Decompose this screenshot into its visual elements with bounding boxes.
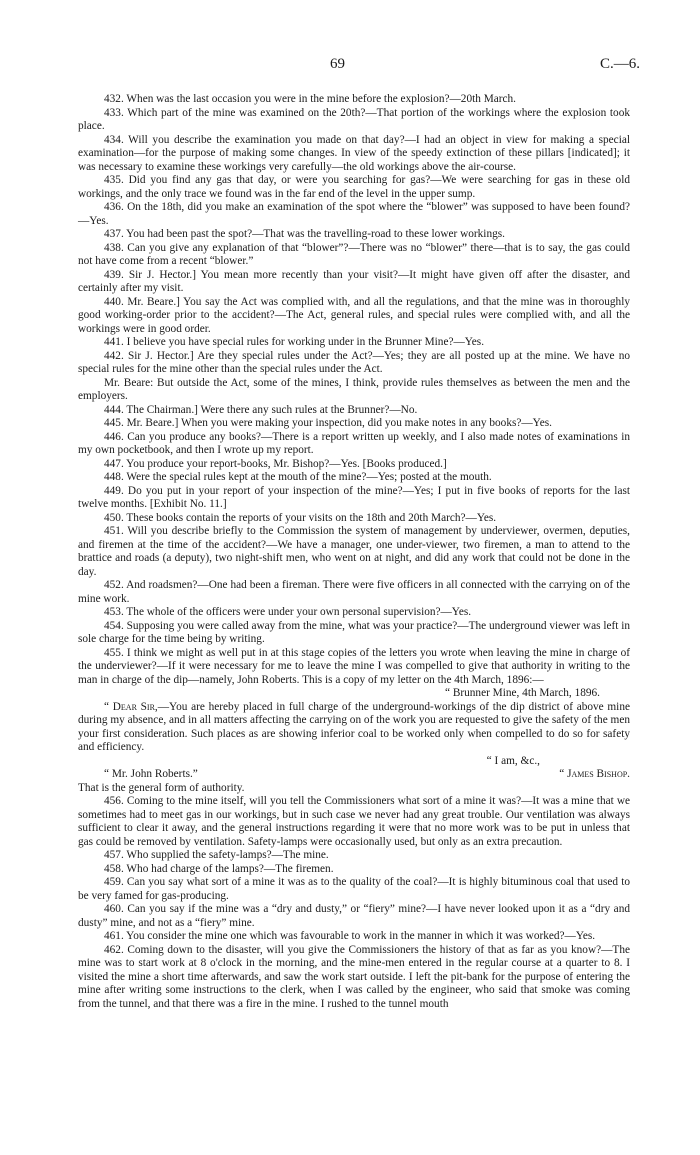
paragraph-461: 461. You consider the mine one which was favourable to work in the manner in which it was worked?—Yes. bbox=[104, 930, 596, 942]
letter-text: —You are hereby placed in full charge of the underground-workings of the dip district of above mine during my absence, and in all matters affecting the carrying on of the work you are requested to give the safety of the men your first consideration. Such places as are showing inferior coal to be worked only when compelled to do so for safety and efficiency. bbox=[78, 700, 630, 753]
paragraph-458: 458. Who had charge of the lamps?—The firemen. bbox=[104, 862, 334, 875]
paragraph-443: Mr. Beare: But outside the Act, some of the mines, I think, provide rules themselves as between the men and the employers. bbox=[78, 376, 630, 402]
letter-salutation: “ Dear Sir, bbox=[104, 700, 158, 713]
letter-body bbox=[78, 701, 630, 755]
paragraph-444: 444. The Chairman.] Were there any such rules at the Brunner?—No. bbox=[104, 403, 418, 416]
paragraph-446: 446. Can you produce any books?—There is a report written up weekly, and I also made notes of examinations in my own pocketbook, and then I wrote up my report. bbox=[78, 430, 630, 456]
paragraph-459: 459. Can you say what sort of a mine it was as to the quality of the coal?—It is highly bituminous coal that used to be very famed for gas-producing. bbox=[78, 876, 630, 902]
letter-place-date: “ Brunner Mine, 4th March, 1896. bbox=[445, 687, 600, 699]
paragraph-435: 435. Did you find any gas that day, or were you searching for gas?—We were searching for gas in these old workings, and the only trace we found was in the far end of the level in the upper sump. bbox=[78, 174, 630, 200]
paragraph-436: 436. On the 18th, did you make an examination of the spot where the “blower” was supposed to have been found?—Yes. bbox=[78, 201, 630, 227]
paragraph-455: 455. I think we might as well put in at this stage copies of the letters you wrote when leaving the mine in charge of the underviewer?—If it were necessary for me to leave the mine I was compelled to give that authority in writing to the man in charge of the dip—namely, John Roberts. This is a copy of my letter on the 4th March, 1896:— bbox=[78, 646, 630, 686]
paragraph-462: 462. Coming down to the disaster, will you give the Commissioners the history of that as far as you know?—The mine was to start work at 8 o'clock in the morning, and the mine-men entered in the regular course at a quarter to 8. I visited the mine a short time afterwards, and saw the work start outside. I left the pit-bank for the purpose of entering the mine after writing some instructions to the clerk, when I was called by the engineer, who said that smoke was coming from the tunnel, and that there was a fire in the mine. I rushed to the tunnel mouth bbox=[78, 943, 630, 1010]
paragraph-456: 456. Coming to the mine itself, will you tell the Commissioners what sort of a mine it was?—It was a mine that we sometimes had to meet gas in our workings, but in such case we never had any great trouble. Our ventilation was always sufficient to clear it away, and the general instructions regarding it were that no more work was to be put in unless that gas could be removed by ventilation. Safety-lamps were occasionally used, but only as an extra precaution. bbox=[78, 795, 630, 848]
paragraph-450: 450. These books contain the reports of your visits on the 18th and 20th March?—Yes. bbox=[104, 511, 497, 524]
quoted-letter bbox=[78, 687, 630, 782]
letter-footer bbox=[78, 768, 630, 782]
paragraph-432: 432. When was the last occasion you were in the mine before the explosion?—20th March. bbox=[104, 93, 517, 105]
paragraph-457: 457. Who supplied the safety-lamps?—The mine. bbox=[104, 849, 329, 861]
paragraph-452: 452. And roadsmen?—One had been a fireman. There were five officers in all connected with the carrying on of the mine work. bbox=[78, 579, 630, 605]
page-header bbox=[0, 58, 700, 74]
paragraph-453: 453. The whole of the officers were under your own personal supervision?—Yes. bbox=[104, 606, 472, 618]
paragraph-434: 434. Will you describe the examination you made on that day?—I had an object in view for making a special examination—for the purpose of making some changes. In view of the speedy extinction of these pillars [indicated]; it was necessary to examine these workings very carefully—the old workings above the air-course. bbox=[78, 133, 630, 173]
letter-closing: “ I am, &c., bbox=[486, 754, 540, 767]
page-number: 69 bbox=[330, 56, 345, 72]
paragraph-433: 433. Which part of the mine was examined on the 20th?—That portion of the workings where the explosion took place. bbox=[78, 106, 630, 132]
paragraph-437: 437. You had been past the spot?—That was the travelling-road to these lower workings. bbox=[104, 228, 505, 240]
paragraph-447: 447. You produce your report-books, Mr. Bishop?—Yes. [Books produced.] bbox=[104, 457, 447, 470]
paragraph-449: 449. Do you put in your report of your inspection of the mine?—Yes; I put in five books of reports for the last twelve months. [Exhibit No. 11.] bbox=[78, 484, 630, 510]
paragraph-460: 460. Can you say if the mine was a “dry and dusty,” or “fiery” mine?—I have never looked upon it as a “dry and dusty” mine, and not as a “fiery” mine. bbox=[78, 903, 630, 929]
paragraph-454: 454. Supposing you were called away from the mine, what was your practice?—The underground viewer was left in sole charge for the time being by writing. bbox=[78, 619, 630, 645]
letter-signature: “ James Bishop. bbox=[559, 768, 630, 780]
paragraph-441: 441. I believe you have special rules for working under in the Brunner Mine?—Yes. bbox=[104, 336, 485, 348]
paragraph-442: 442. Sir J. Hector.] Are they special rules under the Act?—Yes; they are all posted up at the mine. We have no special rules for the mine other than the special rules under the Act. bbox=[78, 349, 630, 375]
document-body bbox=[78, 93, 630, 1011]
paragraph-440: 440. Mr. Beare.] You say the Act was complied with, and all the regulations, and that the mine was in thoroughly good working-order prior to the accident?—The Act, general rules, and special rules were complied with, and all the workings were in good order. bbox=[78, 295, 630, 335]
paragraph-authority-note: That is the general form of authority. bbox=[78, 781, 245, 794]
document-reference: C.—6. bbox=[599, 56, 640, 72]
letter-addressee: “ Mr. John Roberts.” bbox=[104, 768, 198, 780]
paragraph-438: 438. Can you give any explanation of that “blower”?—There was no “blower” there—that is to say, the gas could not have come from a recent “blower.” bbox=[78, 241, 630, 267]
paragraph-451: 451. Will you describe briefly to the Commission the system of management by underviewer, overmen, deputies, and firemen at the time of the accident?—We have a manager, one under-viewer, two firemen, a man to attend to the brattice and roads (a deputy), two night-shift men, who went on at night, and did any work that could not be done in the day. bbox=[78, 525, 630, 578]
paragraph-439: 439. Sir J. Hector.] You mean more recently than your visit?—It might have given off after the disaster, and certainly after my visit. bbox=[78, 268, 630, 294]
paragraph-445: 445. Mr. Beare.] When you were making your inspection, did you make notes in any books?—Yes. bbox=[104, 417, 552, 429]
paragraph-448: 448. Were the special rules kept at the mouth of the mine?—Yes; posted at the mouth. bbox=[104, 471, 492, 483]
